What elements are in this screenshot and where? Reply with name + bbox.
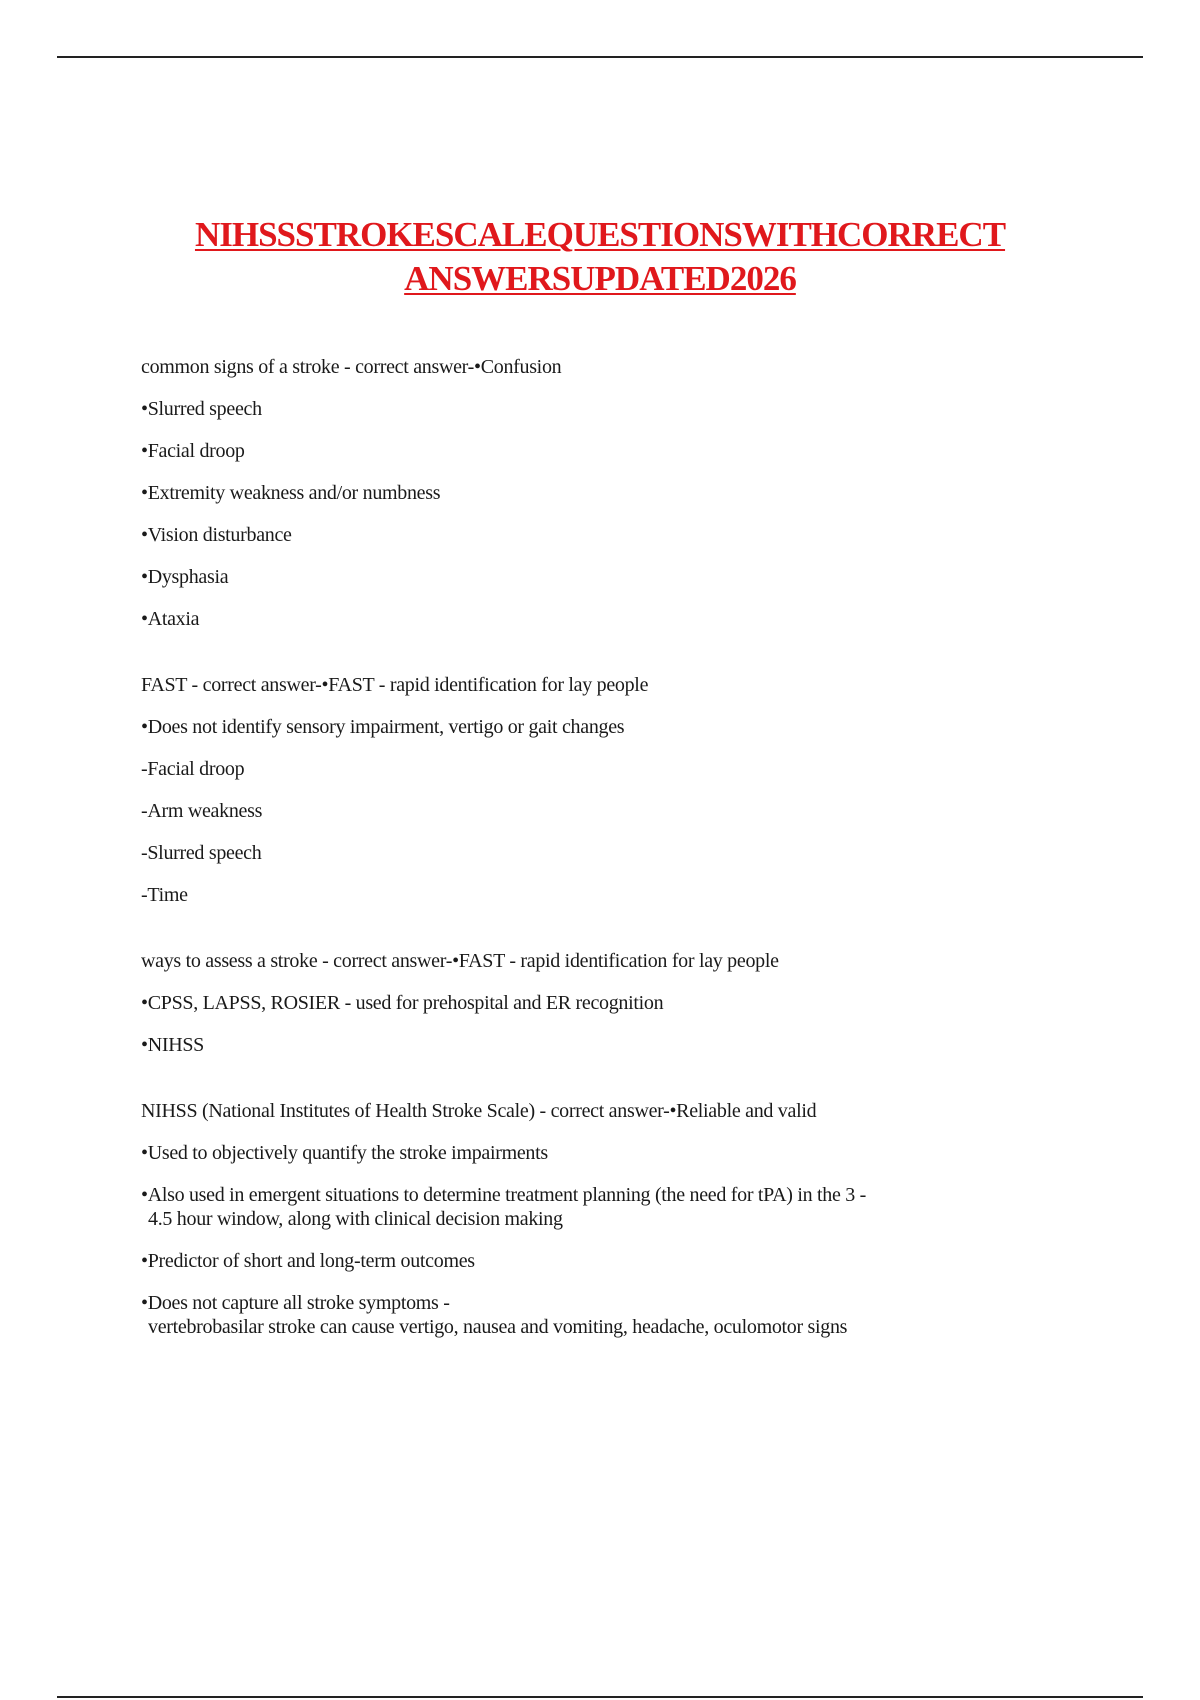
answer-line: •Ataxia (141, 608, 200, 630)
answer-line-wrapped (141, 1183, 1141, 1231)
answer-line: •Vision disturbance (141, 524, 292, 546)
section-fast (141, 673, 1141, 907)
title-line-2: ANSWERSUPDATED2026 (404, 259, 796, 298)
answer-line: •Dysphasia (141, 566, 229, 588)
document-body (141, 355, 1141, 1381)
section-nihss (141, 1099, 1141, 1339)
title-line-1: NIHSSSTROKESCALEQUESTIONSWITHCORRECT (194, 215, 1006, 254)
answer-line-continuation: vertebrobasilar stroke can cause vertigo, nausea and vomiting, headache, oculomotor signs (148, 1316, 848, 1338)
answer-line: -Arm weakness (141, 800, 263, 822)
answer-line-continuation: 4.5 hour window, along with clinical decision making (148, 1208, 563, 1230)
top-rule (57, 56, 1143, 58)
answer-line: •CPSS, LAPSS, ROSIER - used for prehospital and ER recognition (141, 992, 664, 1014)
answer-line-part: •Also used in emergent situations to determine treatment planning (the need for tPA) in the 3 - (141, 1184, 867, 1206)
answer-line: -Time (141, 884, 188, 906)
answer-line: •Used to objectively quantify the stroke impairments (141, 1142, 548, 1164)
question-line: FAST - correct answer-•FAST - rapid identification for lay people (141, 674, 649, 696)
question-line: common signs of a stroke - correct answer-•Confusion (141, 356, 562, 378)
section-common-signs (141, 355, 1141, 631)
question-line: ways to assess a stroke - correct answer-•FAST - rapid identification for lay people (141, 950, 779, 972)
answer-line: •Slurred speech (141, 398, 262, 420)
answer-line: -Slurred speech (141, 842, 262, 864)
section-ways-to-assess (141, 949, 1141, 1057)
answer-line: •Predictor of short and long-term outcomes (141, 1250, 475, 1272)
answer-line-wrapped (141, 1291, 1141, 1339)
answer-line: •Facial droop (141, 440, 245, 462)
answer-line: •Does not identify sensory impairment, vertigo or gait changes (141, 716, 625, 738)
answer-line: •NIHSS (141, 1034, 204, 1056)
answer-line: -Facial droop (141, 758, 245, 780)
answer-line-part: •Does not capture all stroke symptoms - (141, 1292, 450, 1314)
bottom-rule (57, 1696, 1143, 1698)
document-title (100, 213, 1100, 301)
question-line: NIHSS (National Institutes of Health Stroke Scale) - correct answer-•Reliable and valid (141, 1100, 817, 1122)
answer-line: •Extremity weakness and/or numbness (141, 482, 441, 504)
